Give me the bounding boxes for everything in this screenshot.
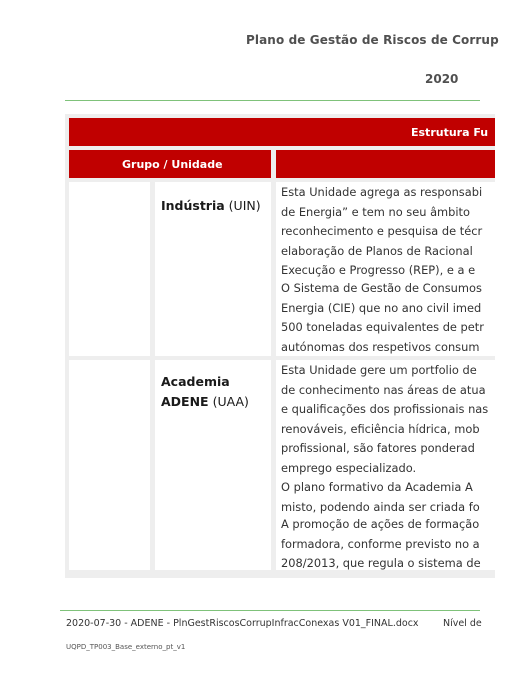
- header-divider: [65, 100, 480, 101]
- template-id: UQPD_TP003_Base_externo_pt_v1: [66, 643, 186, 651]
- table-banner: [69, 118, 495, 146]
- document-title: Plano de Gestão de Riscos de Corrup: [246, 33, 499, 47]
- description-paragraph: Esta Unidade agrega as responsabi de Energia” e tem no seu âmbito reconhecimento e pesquisa de técr elaboração de Planos de Racional Execução e Progresso (REP), e a e: [281, 185, 483, 278]
- unit-name-bold: Academia: [161, 374, 230, 389]
- unit-description-academia: [276, 360, 495, 570]
- document-year: 2020: [425, 72, 459, 86]
- table-banner-title: Estrutura Fu: [411, 126, 489, 139]
- unit-name-bold: Indústria: [161, 198, 225, 213]
- unit-code: (UAA): [208, 394, 249, 409]
- unit-cell-academia: [155, 360, 271, 570]
- unit-name: [161, 196, 261, 216]
- unit-code: (UIN): [224, 198, 261, 213]
- unit-name: [161, 372, 249, 412]
- unit-description-industria: [276, 182, 495, 356]
- unit-cell-industria: [155, 182, 271, 356]
- structure-table: [65, 114, 495, 578]
- footer-divider: [60, 610, 480, 611]
- footer-filename: 2020-07-30 - ADENE - PlnGestRiscosCorrupInfracConexas V01_FINAL.docx: [66, 618, 419, 629]
- description-paragraph: Esta Unidade gere um portfolio de de conhecimento nas áreas de atua e qualificações dos profissionais nas renováveis, eficiência hídrica, mob profissional, são fatores ponderad emprego especializado.: [281, 363, 489, 475]
- column-header-description: [276, 150, 495, 178]
- footer-classification: Nível de: [443, 618, 482, 629]
- column-header-group-label: Grupo / Unidade: [122, 158, 223, 171]
- column-header-group: [69, 150, 271, 178]
- group-cell: [69, 182, 150, 356]
- unit-name-bold-line2: ADENE: [161, 394, 209, 409]
- description-paragraph: O plano formativo da Academia A misto, podendo ainda ser criada fo: [281, 480, 480, 514]
- description-paragraph: O Sistema de Gestão de Consumos Energia (CIE) que no ano civil imed 500 toneladas equivalentes de petr autónomas dos respetivos consum: [281, 281, 484, 354]
- group-cell: [69, 360, 150, 570]
- description-paragraph: A promoção de ações de formação formadora, conforme previsto no a 208/2013, que regula o sistema de: [281, 517, 481, 571]
